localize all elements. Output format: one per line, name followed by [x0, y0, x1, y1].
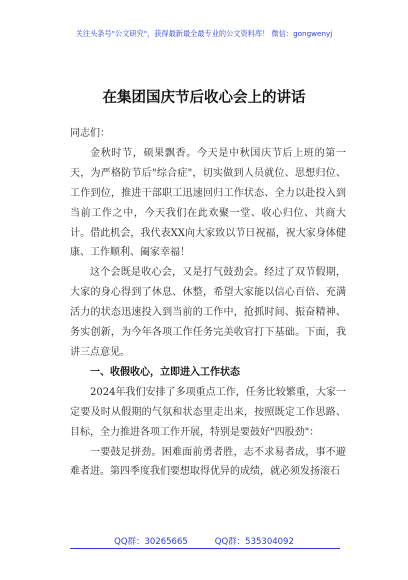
document-title: 在集团国庆节后收心会上的讲话: [102, 90, 306, 106]
footer-qq-groups: QQ群：30265665 QQ群：535304092: [114, 537, 294, 547]
paragraph-intro: 金秋时节，硕果飘香。今天是中秋国庆节后上班的第一天，为严格防节后"综合症"，切实做到人员就位、思想归位、工作到位，推进干部职工迅速回归工作状态、全力以赴投入到当前工作之中，今天我们在此欢聚一堂、收心归位、共商大计。借此机会，我代表XX向大家致以节日祝福，祝大家身体健康、工作顺利、阖家幸福！: [70, 147, 346, 259]
header-promo-note: 关注头条号"公文研究"，获得最新最全最专业的公文资料库！ 微信：gongwenyj: [75, 29, 333, 38]
section-heading: 一、收假收心，立即进入工作状态: [90, 366, 240, 378]
document-body: [70, 124, 346, 482]
paragraph-section-1: 2024年我们安排了多项重点工作，任务比较繁重，大家一定要及时从假期的气氛和状态里走出来，按照既定工作思路、目标，全力推进各项工作开展，特别是要鼓好"四股劲"：: [70, 386, 346, 438]
paragraph-section-2: 一要鼓足拼劲。困难面前勇者胜，志不求易者成，事不避难者进。第四季度我们要想取得优异的成绩，就必须发扬滚石: [70, 446, 346, 478]
footer-divider: [70, 548, 340, 549]
paragraph-purpose: 这个会既是收心会，又是打气鼓劲会。经过了双节假期，大家的身心得到了休息、休整，希望大家能以信心百倍、充满活力的状态迅速投入到当前的工作中，抢抓时间、振奋精神、务实创新，为今年各项工作任务完美收官打下基础。下面，我讲三点意见。: [70, 267, 346, 358]
salutation: 同志们：: [70, 128, 110, 139]
